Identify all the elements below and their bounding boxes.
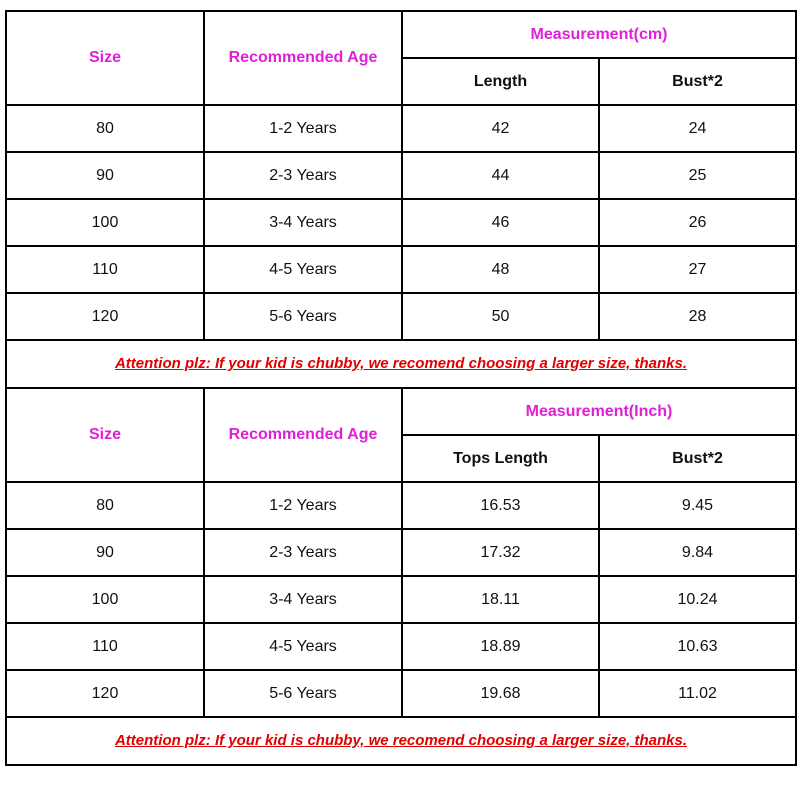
chubby-notice: Attention plz: If your kid is chubby, we recomend choosing a larger size, thanks. [114,732,688,749]
length-cell: 48 [402,246,599,293]
age-cell: 1-2 Years [204,105,402,152]
inch-age-header: Recommended Age [204,388,402,482]
size-cell: 90 [6,152,204,199]
table-row [6,623,796,670]
inch-bust-header: Bust*2 [599,435,796,482]
size-cell: 120 [6,670,204,717]
bust-cell: 27 [599,246,796,293]
bust-cell: 9.45 [599,482,796,529]
table-row [6,529,796,576]
length-cell: 50 [402,293,599,340]
bust-cell: 11.02 [599,670,796,717]
bust-cell: 10.63 [599,623,796,670]
inch-header-row [6,388,796,435]
inch-measurement-header: Measurement(Inch) [402,388,796,435]
size-cell: 100 [6,576,204,623]
cm-size-header: Size [6,11,204,105]
inch-notice-row [6,717,796,765]
size-cell: 110 [6,246,204,293]
cm-measurement-header: Measurement(cm) [402,11,796,58]
table-row [6,246,796,293]
size-chart-table [5,10,797,766]
table-row [6,482,796,529]
age-cell: 3-4 Years [204,576,402,623]
inch-tops-length-header: Tops Length [402,435,599,482]
table-row [6,576,796,623]
bust-cell: 25 [599,152,796,199]
length-cell: 42 [402,105,599,152]
bust-cell: 10.24 [599,576,796,623]
age-cell: 2-3 Years [204,152,402,199]
table-row [6,152,796,199]
size-cell: 110 [6,623,204,670]
cm-bust-header: Bust*2 [599,58,796,105]
length-cell: 18.11 [402,576,599,623]
table-row [6,199,796,246]
cm-notice-cell [6,340,796,388]
bust-cell: 26 [599,199,796,246]
length-cell: 44 [402,152,599,199]
table-row [6,105,796,152]
age-cell: 5-6 Years [204,293,402,340]
age-cell: 5-6 Years [204,670,402,717]
bust-cell: 24 [599,105,796,152]
length-cell: 46 [402,199,599,246]
table-row [6,293,796,340]
length-cell: 16.53 [402,482,599,529]
inch-notice-cell [6,717,796,765]
length-cell: 17.32 [402,529,599,576]
cm-length-header: Length [402,58,599,105]
inch-size-header: Size [6,388,204,482]
age-cell: 4-5 Years [204,623,402,670]
size-cell: 90 [6,529,204,576]
table-row [6,670,796,717]
size-cell: 80 [6,105,204,152]
chubby-notice: Attention plz: If your kid is chubby, we recomend choosing a larger size, thanks. [114,355,688,372]
size-chart [5,10,795,790]
length-cell: 18.89 [402,623,599,670]
age-cell: 1-2 Years [204,482,402,529]
bust-cell: 9.84 [599,529,796,576]
age-cell: 3-4 Years [204,199,402,246]
size-cell: 80 [6,482,204,529]
size-cell: 100 [6,199,204,246]
cm-age-header: Recommended Age [204,11,402,105]
age-cell: 4-5 Years [204,246,402,293]
cm-notice-row [6,340,796,388]
cm-header-row [6,11,796,58]
age-cell: 2-3 Years [204,529,402,576]
bust-cell: 28 [599,293,796,340]
length-cell: 19.68 [402,670,599,717]
size-cell: 120 [6,293,204,340]
